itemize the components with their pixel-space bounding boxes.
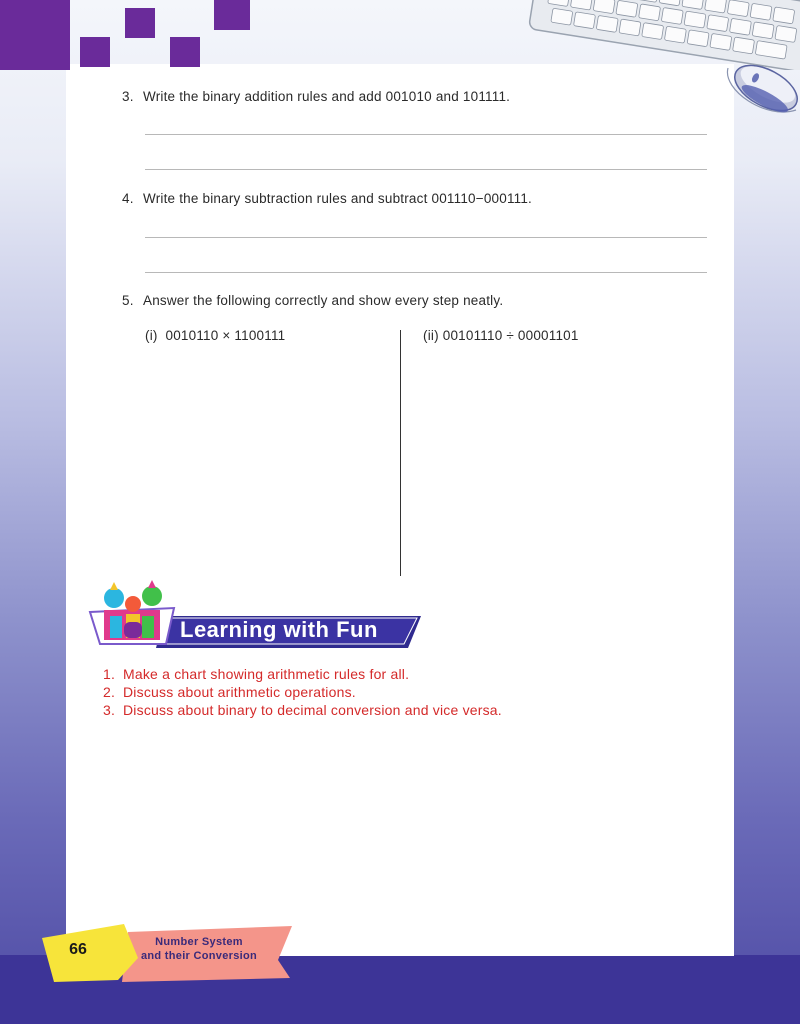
page-number: 66 <box>69 941 87 958</box>
fun-item-2 <box>103 684 356 700</box>
fun-item-number: 1. <box>103 666 116 682</box>
column-divider <box>400 330 401 576</box>
fun-item-number: 3. <box>103 702 116 718</box>
answer-line <box>145 169 707 170</box>
chapter-title-line-1: Number System <box>155 936 243 948</box>
chapter-title-line-2: and their Conversion <box>140 950 258 962</box>
bouncy-castle-icon <box>90 580 174 644</box>
computer-mouse-icon <box>726 60 800 120</box>
fun-item-text: Discuss about binary to decimal conversion and vice versa. <box>123 702 502 718</box>
question-text: Write the binary subtraction rules and subtract 001110−000111. <box>143 191 533 206</box>
question-text: Answer the following correctly and show every step neatly. <box>143 293 504 308</box>
question-3 <box>122 89 510 104</box>
fun-item-3 <box>103 702 502 718</box>
question-text: Write the binary addition rules and add 001010 and 101111. <box>143 89 511 104</box>
question-5-part-ii: (ii) 00101110 ÷ 00001101 <box>423 328 579 343</box>
question-5 <box>122 293 503 308</box>
question-number: 3. <box>122 89 134 104</box>
learning-with-fun-title: Learning with Fun <box>180 617 378 642</box>
fun-item-text: Discuss about arithmetic operations. <box>123 684 356 700</box>
question-4 <box>122 191 532 206</box>
question-number: 5. <box>122 293 134 308</box>
fun-item-number: 2. <box>103 684 116 700</box>
answer-line <box>145 272 707 273</box>
fun-item-text: Make a chart showing arithmetic rules for all. <box>123 666 410 682</box>
answer-line <box>145 134 707 135</box>
answer-line <box>145 237 707 238</box>
question-number: 4. <box>122 191 134 206</box>
fun-item-1 <box>103 666 409 682</box>
question-5-part-i: (i) 0010110 × 1100111 <box>145 328 286 343</box>
